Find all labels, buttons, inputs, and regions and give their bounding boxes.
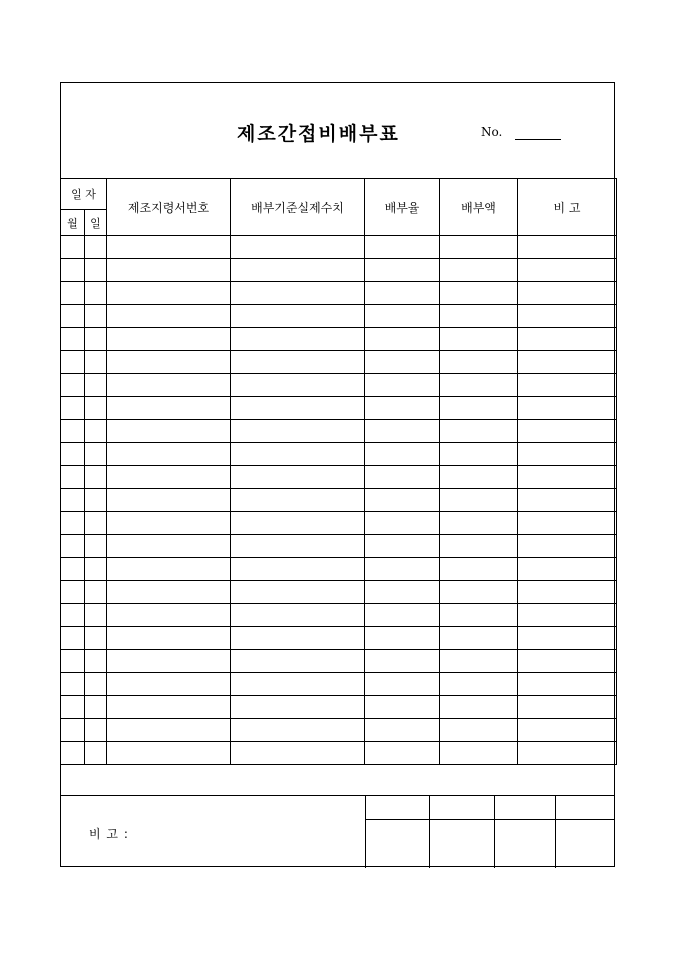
cell-allocation-amount[interactable] <box>440 443 518 466</box>
cell-allocation-rate[interactable] <box>365 351 440 374</box>
header-day: 일 <box>85 210 107 236</box>
cell-allocation-base[interactable] <box>231 604 365 627</box>
cell-allocation-amount[interactable] <box>440 696 518 719</box>
cell-remarks[interactable] <box>518 466 617 489</box>
cell-remarks[interactable] <box>518 535 617 558</box>
cell-day[interactable] <box>85 512 107 535</box>
cell-month[interactable] <box>61 512 85 535</box>
header-date: 일 자 <box>61 179 107 210</box>
cell-month[interactable] <box>61 305 85 328</box>
cell-remarks[interactable] <box>518 328 617 351</box>
header-remarks: 비 고 <box>518 179 617 236</box>
cell-allocation-amount[interactable] <box>440 558 518 581</box>
table-row <box>61 351 617 374</box>
cell-order-number[interactable] <box>107 282 231 305</box>
cell-month[interactable] <box>61 374 85 397</box>
cell-day[interactable] <box>85 604 107 627</box>
footer-section <box>61 795 614 867</box>
cell-order-number[interactable] <box>107 742 231 765</box>
cell-order-number[interactable] <box>107 719 231 742</box>
cell-month[interactable] <box>61 489 85 512</box>
header-allocation-base: 배부기준실제수치 <box>231 179 365 236</box>
form-title: 제조간접비배부표 <box>237 123 400 145</box>
footer-remarks-label: 비 고 : <box>89 827 129 841</box>
title-area <box>61 83 614 179</box>
cell-day[interactable] <box>85 397 107 420</box>
cell-order-number[interactable] <box>107 374 231 397</box>
cell-month[interactable] <box>61 604 85 627</box>
table-row <box>61 420 617 443</box>
cell-allocation-rate[interactable] <box>365 673 440 696</box>
table-row <box>61 581 617 604</box>
table-body <box>61 236 617 765</box>
cell-order-number[interactable] <box>107 466 231 489</box>
cell-allocation-base[interactable] <box>231 719 365 742</box>
cell-order-number[interactable] <box>107 535 231 558</box>
cell-allocation-amount[interactable] <box>440 420 518 443</box>
cell-allocation-base[interactable] <box>231 351 365 374</box>
header-order-number: 제조지령서번호 <box>107 179 231 236</box>
approval-stamp-cell-1[interactable] <box>366 820 430 868</box>
header-month: 월 <box>61 210 85 236</box>
cell-order-number[interactable] <box>107 420 231 443</box>
cell-allocation-amount[interactable] <box>440 627 518 650</box>
header-allocation-rate: 배부율 <box>365 179 440 236</box>
cell-allocation-rate[interactable] <box>365 627 440 650</box>
cell-allocation-base[interactable] <box>231 420 365 443</box>
cell-month[interactable] <box>61 673 85 696</box>
cell-order-number[interactable] <box>107 259 231 282</box>
cell-allocation-rate[interactable] <box>365 581 440 604</box>
cell-day[interactable] <box>85 558 107 581</box>
cell-order-number[interactable] <box>107 650 231 673</box>
cell-remarks[interactable] <box>518 742 617 765</box>
cell-allocation-rate[interactable] <box>365 305 440 328</box>
cell-day[interactable] <box>85 535 107 558</box>
table-row <box>61 443 617 466</box>
cell-day[interactable] <box>85 351 107 374</box>
cell-month[interactable] <box>61 259 85 282</box>
cell-order-number[interactable] <box>107 512 231 535</box>
cell-allocation-rate[interactable] <box>365 512 440 535</box>
table-row <box>61 305 617 328</box>
table-row <box>61 627 617 650</box>
cell-month[interactable] <box>61 627 85 650</box>
cell-allocation-rate[interactable] <box>365 719 440 742</box>
cell-allocation-amount[interactable] <box>440 282 518 305</box>
cell-day[interactable] <box>85 282 107 305</box>
cell-month[interactable] <box>61 696 85 719</box>
cell-allocation-rate[interactable] <box>365 696 440 719</box>
cell-allocation-amount[interactable] <box>440 604 518 627</box>
cell-month[interactable] <box>61 397 85 420</box>
document-number-label: No. <box>481 125 503 139</box>
cell-remarks[interactable] <box>518 627 617 650</box>
cell-allocation-rate[interactable] <box>365 282 440 305</box>
cell-allocation-base[interactable] <box>231 650 365 673</box>
cell-remarks[interactable] <box>518 443 617 466</box>
cell-remarks[interactable] <box>518 282 617 305</box>
cell-remarks[interactable] <box>518 512 617 535</box>
cell-month[interactable] <box>61 719 85 742</box>
table-row <box>61 512 617 535</box>
table-row <box>61 604 617 627</box>
cell-allocation-base[interactable] <box>231 282 365 305</box>
table-row <box>61 397 617 420</box>
cell-allocation-rate[interactable] <box>365 420 440 443</box>
cell-allocation-base[interactable] <box>231 236 365 259</box>
cell-month[interactable] <box>61 650 85 673</box>
cell-order-number[interactable] <box>107 604 231 627</box>
approval-title-cell-1 <box>366 796 430 820</box>
approval-title-cell-3 <box>494 796 555 820</box>
cell-day[interactable] <box>85 489 107 512</box>
cell-allocation-rate[interactable] <box>365 443 440 466</box>
table-row <box>61 282 617 305</box>
cell-order-number[interactable] <box>107 351 231 374</box>
cell-month[interactable] <box>61 282 85 305</box>
cell-month[interactable] <box>61 420 85 443</box>
cell-allocation-rate[interactable] <box>365 236 440 259</box>
cell-allocation-rate[interactable] <box>365 558 440 581</box>
cell-remarks[interactable] <box>518 236 617 259</box>
cell-allocation-base[interactable] <box>231 489 365 512</box>
table-row <box>61 696 617 719</box>
cell-allocation-base[interactable] <box>231 558 365 581</box>
cell-allocation-rate[interactable] <box>365 604 440 627</box>
cell-day[interactable] <box>85 719 107 742</box>
cell-month[interactable] <box>61 558 85 581</box>
cell-allocation-amount[interactable] <box>440 305 518 328</box>
table-row <box>61 650 617 673</box>
cell-day[interactable] <box>85 236 107 259</box>
cell-allocation-amount[interactable] <box>440 581 518 604</box>
cell-day[interactable] <box>85 581 107 604</box>
cell-month[interactable] <box>61 443 85 466</box>
cell-allocation-base[interactable] <box>231 673 365 696</box>
cell-day[interactable] <box>85 443 107 466</box>
cell-day[interactable] <box>85 466 107 489</box>
table-row <box>61 466 617 489</box>
cell-day[interactable] <box>85 742 107 765</box>
cell-allocation-amount[interactable] <box>440 466 518 489</box>
cell-order-number[interactable] <box>107 673 231 696</box>
cell-allocation-rate[interactable] <box>365 650 440 673</box>
document-number-field[interactable] <box>515 125 561 140</box>
table-row <box>61 259 617 282</box>
cell-day[interactable] <box>85 374 107 397</box>
cell-day[interactable] <box>85 627 107 650</box>
cell-month[interactable] <box>61 581 85 604</box>
cell-month[interactable] <box>61 466 85 489</box>
cell-day[interactable] <box>85 420 107 443</box>
cell-allocation-rate[interactable] <box>365 535 440 558</box>
cell-allocation-base[interactable] <box>231 627 365 650</box>
cell-allocation-amount[interactable] <box>440 328 518 351</box>
cell-day[interactable] <box>85 673 107 696</box>
cell-allocation-rate[interactable] <box>365 466 440 489</box>
cell-order-number[interactable] <box>107 443 231 466</box>
cell-remarks[interactable] <box>518 581 617 604</box>
table-row <box>61 742 617 765</box>
cell-allocation-amount[interactable] <box>440 650 518 673</box>
cell-order-number[interactable] <box>107 558 231 581</box>
cell-remarks[interactable] <box>518 650 617 673</box>
cell-remarks[interactable] <box>518 673 617 696</box>
cell-allocation-base[interactable] <box>231 305 365 328</box>
approval-stamp-cell-3[interactable] <box>494 820 555 868</box>
cell-allocation-amount[interactable] <box>440 374 518 397</box>
table-row <box>61 236 617 259</box>
table-row <box>61 673 617 696</box>
cell-remarks[interactable] <box>518 305 617 328</box>
cell-month[interactable] <box>61 742 85 765</box>
cell-remarks[interactable] <box>518 420 617 443</box>
cell-order-number[interactable] <box>107 397 231 420</box>
cell-allocation-rate[interactable] <box>365 259 440 282</box>
approval-stamp-cell-4[interactable] <box>556 820 614 868</box>
cell-day[interactable] <box>85 696 107 719</box>
cell-order-number[interactable] <box>107 305 231 328</box>
cell-month[interactable] <box>61 535 85 558</box>
approval-stamp-cell-2[interactable] <box>430 820 494 868</box>
cell-day[interactable] <box>85 650 107 673</box>
cell-remarks[interactable] <box>518 374 617 397</box>
cell-order-number[interactable] <box>107 627 231 650</box>
cell-allocation-amount[interactable] <box>440 742 518 765</box>
cell-allocation-base[interactable] <box>231 512 365 535</box>
cell-allocation-amount[interactable] <box>440 673 518 696</box>
table-row <box>61 719 617 742</box>
cell-day[interactable] <box>85 328 107 351</box>
approval-title-cell-2 <box>430 796 494 820</box>
cell-remarks[interactable] <box>518 397 617 420</box>
cell-month[interactable] <box>61 351 85 374</box>
cell-remarks[interactable] <box>518 719 617 742</box>
cell-allocation-amount[interactable] <box>440 512 518 535</box>
cell-allocation-base[interactable] <box>231 581 365 604</box>
cell-month[interactable] <box>61 236 85 259</box>
allocation-form <box>60 82 615 867</box>
cell-allocation-rate[interactable] <box>365 374 440 397</box>
cell-order-number[interactable] <box>107 489 231 512</box>
cell-remarks[interactable] <box>518 558 617 581</box>
cell-remarks[interactable] <box>518 351 617 374</box>
cell-remarks[interactable] <box>518 696 617 719</box>
cell-allocation-base[interactable] <box>231 696 365 719</box>
cell-allocation-base[interactable] <box>231 259 365 282</box>
approval-grid <box>365 795 614 868</box>
cell-order-number[interactable] <box>107 696 231 719</box>
cell-allocation-base[interactable] <box>231 466 365 489</box>
table-row <box>61 328 617 351</box>
cell-allocation-base[interactable] <box>231 374 365 397</box>
cell-allocation-base[interactable] <box>231 328 365 351</box>
cell-allocation-amount[interactable] <box>440 351 518 374</box>
cell-order-number[interactable] <box>107 328 231 351</box>
table-row <box>61 489 617 512</box>
cell-remarks[interactable] <box>518 489 617 512</box>
table-row <box>61 374 617 397</box>
cell-allocation-amount[interactable] <box>440 489 518 512</box>
allocation-table <box>60 178 617 765</box>
approval-title-cell-4 <box>556 796 614 820</box>
cell-day[interactable] <box>85 305 107 328</box>
cell-allocation-base[interactable] <box>231 535 365 558</box>
cell-allocation-rate[interactable] <box>365 397 440 420</box>
table-row <box>61 558 617 581</box>
cell-allocation-rate[interactable] <box>365 742 440 765</box>
cell-allocation-base[interactable] <box>231 443 365 466</box>
cell-remarks[interactable] <box>518 604 617 627</box>
cell-allocation-amount[interactable] <box>440 535 518 558</box>
table-row <box>61 535 617 558</box>
cell-month[interactable] <box>61 328 85 351</box>
cell-order-number[interactable] <box>107 236 231 259</box>
cell-remarks[interactable] <box>518 259 617 282</box>
cell-allocation-rate[interactable] <box>365 489 440 512</box>
header-allocation-amount: 배부액 <box>440 179 518 236</box>
cell-allocation-amount[interactable] <box>440 259 518 282</box>
cell-allocation-base[interactable] <box>231 742 365 765</box>
cell-allocation-amount[interactable] <box>440 397 518 420</box>
cell-allocation-rate[interactable] <box>365 328 440 351</box>
table-header <box>61 179 617 236</box>
cell-order-number[interactable] <box>107 581 231 604</box>
cell-allocation-amount[interactable] <box>440 719 518 742</box>
cell-day[interactable] <box>85 259 107 282</box>
cell-allocation-amount[interactable] <box>440 236 518 259</box>
cell-allocation-base[interactable] <box>231 397 365 420</box>
